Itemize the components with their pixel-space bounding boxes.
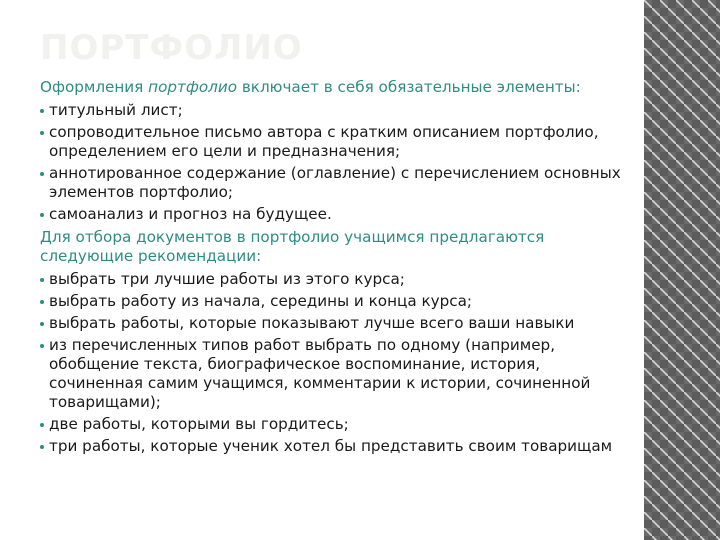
list-item: выбрать работу из начала, середины и конца курса; xyxy=(40,292,630,311)
list-item: из перечисленных типов работ выбрать по одному (например, обобщение текста, биографическое воспоминание, история, сочиненная самим учащимся, комментарии к истории, сочиненной товарищами); xyxy=(40,336,630,412)
decorative-pattern-strip xyxy=(644,0,720,540)
list-item: сопроводительное письмо автора с кратким описанием портфолио, определением его цели и предназначения; xyxy=(40,123,630,161)
list-item: титульный лист; xyxy=(40,101,630,120)
intro-paragraph xyxy=(40,78,630,97)
required-elements-list xyxy=(40,101,630,224)
intro-suffix: включает в себя обязательные элементы: xyxy=(237,78,581,96)
list-item: аннотированное содержание (оглавление) с перечислением основных элементов портфолио; xyxy=(40,164,630,202)
list-item: выбрать работы, которые показывают лучше всего ваши навыки xyxy=(40,314,630,333)
slide-title: ПОРТФОЛИО xyxy=(40,28,303,68)
intro-emphasis: портфолио xyxy=(148,78,238,96)
list-item: две работы, которыми вы гордитесь; xyxy=(40,415,630,434)
recommendations-intro: Для отбора документов в портфолио учащимся предлагаются следующие рекомендации: xyxy=(40,228,545,265)
intro-prefix: Оформления xyxy=(40,78,149,96)
list-item: три работы, которые ученик хотел бы представить своим товарищам xyxy=(40,437,630,456)
recommendations-list xyxy=(40,270,630,456)
list-item: выбрать три лучшие работы из этого курса; xyxy=(40,270,630,289)
list-item: самоанализ и прогноз на будущее. xyxy=(40,205,630,224)
slide-content xyxy=(40,78,630,460)
